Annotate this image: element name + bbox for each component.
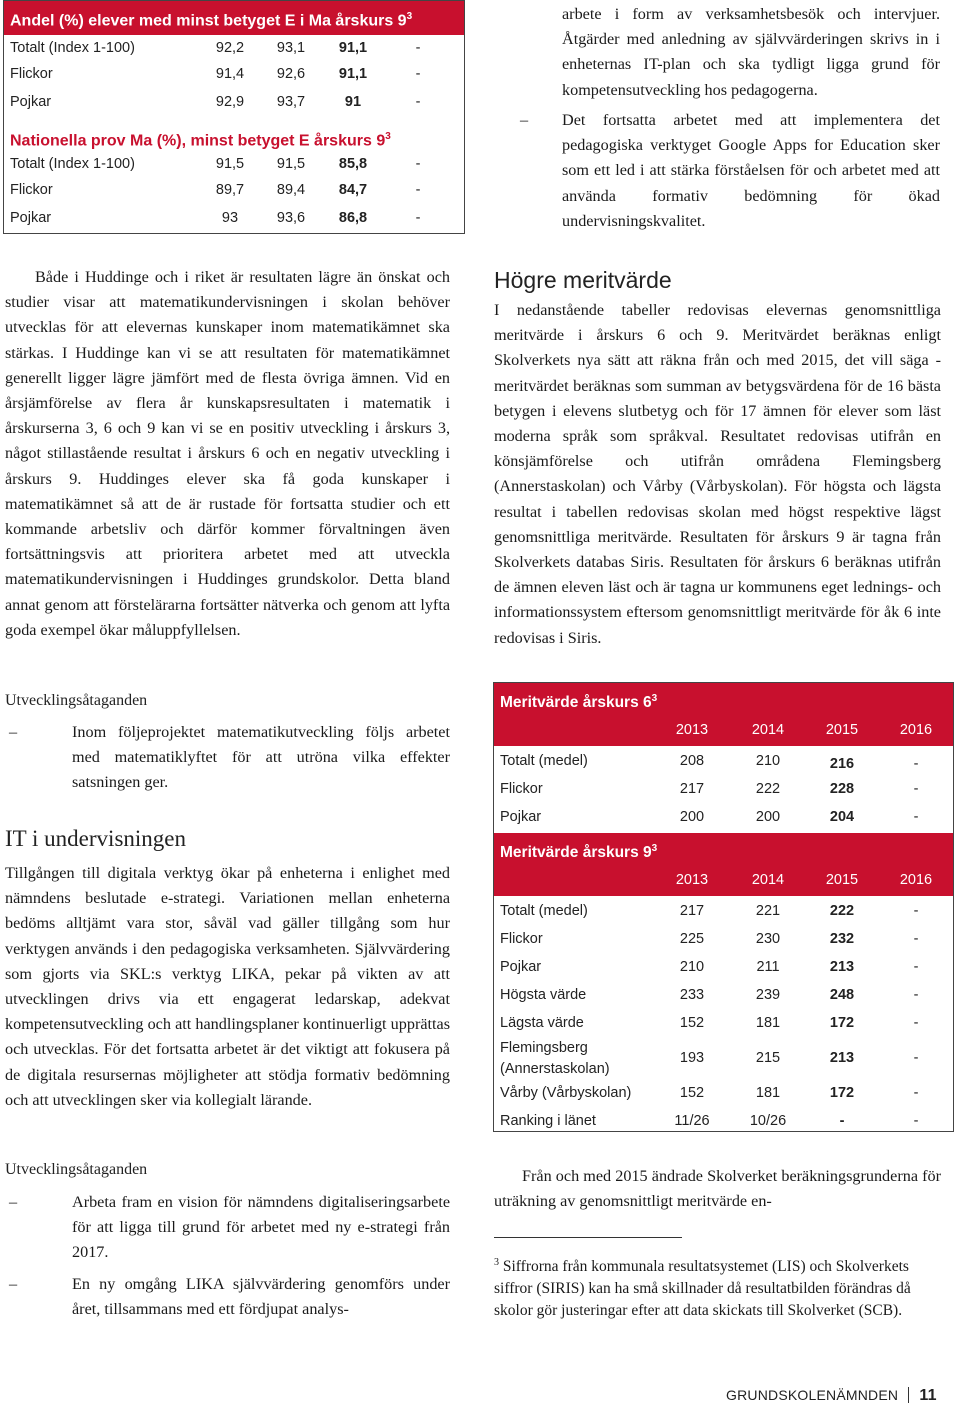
cell: 91,4 bbox=[215, 66, 245, 82]
cell: 225 bbox=[679, 931, 705, 947]
cell: 91,1 bbox=[338, 66, 368, 82]
cell: 11/26 bbox=[674, 1113, 710, 1129]
heading-text: Utvecklingsåtaganden bbox=[5, 692, 148, 709]
commitments-heading-2 bbox=[5, 1161, 147, 1179]
cell: 85,8 bbox=[338, 156, 368, 172]
cell: 92,6 bbox=[276, 66, 306, 82]
row-label: Pojkar bbox=[500, 809, 542, 825]
cell: 91 bbox=[344, 94, 362, 110]
cell: 93,1 bbox=[276, 40, 306, 56]
merit-paragraph bbox=[494, 298, 941, 651]
cell: 204 bbox=[829, 809, 855, 825]
table-row bbox=[494, 747, 953, 775]
row-label: Lägsta värde bbox=[500, 1015, 584, 1031]
row-label: Pojkar bbox=[10, 210, 52, 226]
cell: 217 bbox=[679, 781, 705, 797]
heading-text: IT i undervisningen bbox=[5, 826, 186, 851]
bullet-text: Det fortsatta arbetet med att implementera det pedagogiska verktyget Google Apps for Education sker som ett led i att stärka förståelsen för och arbetet med att använda formativ bedömning för ökad undervisningskvalitet. bbox=[562, 111, 940, 230]
cell: 215 bbox=[755, 1050, 781, 1066]
cell: - bbox=[913, 987, 919, 1003]
bullet-text: Inom följeprojektet matematikutveckling följs arbetet med matematiklyftet för att utröna vilka effekter satsningen ger. bbox=[72, 723, 450, 792]
page-footer bbox=[726, 1387, 937, 1405]
merit9-year-header bbox=[494, 865, 953, 896]
cell: - bbox=[913, 1015, 919, 1031]
cell: 91,5 bbox=[276, 156, 306, 172]
cell: 172 bbox=[829, 1015, 855, 1031]
year-header: 2016 bbox=[899, 722, 933, 738]
math-results-table bbox=[3, 0, 465, 234]
title-text: Meritvärde årskurs 9 bbox=[500, 844, 652, 862]
cell: 193 bbox=[679, 1050, 705, 1066]
dash-bullet: – bbox=[9, 1274, 18, 1293]
row-label: Flickor bbox=[500, 931, 543, 947]
left-bullet-1 bbox=[5, 720, 450, 796]
cell: 228 bbox=[829, 781, 855, 797]
cell: 210 bbox=[755, 753, 781, 769]
cell: 172 bbox=[829, 1085, 855, 1101]
heading-text: Högre meritvärde bbox=[494, 267, 672, 293]
table-row bbox=[494, 1037, 953, 1079]
math-table-title-text: Andel (%) elever med minst betyget E i Ma årskurs 9 bbox=[10, 12, 407, 30]
cell: 200 bbox=[679, 809, 705, 825]
left-bullet-2 bbox=[5, 1190, 450, 1322]
table-row bbox=[494, 775, 953, 803]
dash-bullet: – bbox=[520, 111, 529, 129]
table-row bbox=[4, 94, 464, 122]
merit6-year-header bbox=[494, 715, 953, 746]
dash-bullet: – bbox=[9, 1193, 18, 1211]
merit-table bbox=[493, 682, 954, 1132]
right-top-paragraph: arbete i form av verksamhetsbesök och intervjuer. Åtgärder med anledning av självvärderingen skrivs in i enheternas IT-plan och ska tydligt ligga grund för kompetensutveckling hos pedagogerna. bbox=[562, 5, 940, 99]
cell: 208 bbox=[679, 753, 705, 769]
cell: - bbox=[913, 781, 919, 797]
row-label: Pojkar bbox=[10, 94, 52, 110]
left-paragraph-2 bbox=[5, 861, 450, 1113]
footer-divider bbox=[908, 1387, 909, 1403]
cell: 181 bbox=[755, 1085, 781, 1101]
table-row bbox=[4, 156, 464, 182]
cell: - bbox=[415, 40, 421, 56]
cell: - bbox=[415, 66, 421, 82]
footnote-ref: 3 bbox=[385, 131, 391, 142]
bullet-text: Arbeta fram en vision för nämndens digitaliseringsarbete för att ligga till grund för arbetet med ny e-strategi från 2017. bbox=[72, 1193, 450, 1262]
cell: - bbox=[415, 182, 421, 198]
row-label: Totalt (Index 1-100) bbox=[10, 156, 135, 172]
row-label: Flemingsberg (Annerstaskolan) bbox=[500, 1040, 610, 1077]
row-label: Ranking i länet bbox=[500, 1113, 596, 1129]
row-label: Totalt (medel) bbox=[500, 903, 588, 919]
cell: 213 bbox=[829, 1050, 855, 1066]
year-header: 2014 bbox=[751, 722, 785, 738]
left-paragraph-1 bbox=[5, 265, 450, 643]
table-row bbox=[4, 66, 464, 92]
footnote-ref: 3 bbox=[651, 693, 658, 704]
cell: 239 bbox=[755, 987, 781, 1003]
cell: - bbox=[415, 210, 421, 226]
row-label: Pojkar bbox=[500, 959, 542, 975]
cell: - bbox=[913, 959, 919, 975]
table-row bbox=[494, 1107, 953, 1135]
cell: - bbox=[415, 94, 421, 110]
cell: 217 bbox=[679, 903, 705, 919]
footnote-separator bbox=[494, 1237, 682, 1238]
right-top-bullet bbox=[520, 108, 940, 234]
table-row bbox=[494, 897, 953, 925]
cell: - bbox=[913, 1050, 919, 1066]
it-section-heading bbox=[5, 826, 186, 852]
footnote-ref: 3 bbox=[406, 11, 413, 22]
footnote bbox=[494, 1252, 941, 1322]
commitments-heading-1 bbox=[5, 692, 147, 710]
cell: 232 bbox=[829, 931, 855, 947]
row-label: Högsta värde bbox=[500, 987, 587, 1003]
row-label: Vårby (Vårbyskolan) bbox=[500, 1085, 632, 1101]
paragraph-text: I nedanstående tabeller redovisas elevernas genomsnittliga meritvärde i årskurs 6 och 9. Meritvärdet beräknas enligt Skolverkets nya sätt att räkna från och med 2015, det vill säga - meritvärdet beräknas som summan av betygsvärdena för de 16 bästa betygen i elevens slutbetyg och för 17 ämnen för elever som läst moderna språk som språkval. Resultatet redovisas utifrån en könsjämförelse och utifrån områdena Flemingsberg (Annerstaskolan) och Vårby (Vårbyskolan). För högsta och lägsta resultat i tabellen redovisas skolan med högst respektive lägst genomsnittliga meritvärde. Resultaten för årskurs 9 är tagna från Skolverkets databas Siris. Resultaten för årskurs 6 beräknas utifrån de ämnen eleven läst och är tagna ur kommunens eget lednings- och informationssystem eftersom genomsnittligt meritvärde för åk 6 inte redovisas i Siris. bbox=[494, 301, 941, 647]
cell: 213 bbox=[829, 959, 855, 975]
cell: 181 bbox=[755, 1015, 781, 1031]
cell: 89,7 bbox=[215, 182, 245, 198]
cell: 93,7 bbox=[276, 94, 306, 110]
merit-heading bbox=[494, 267, 672, 294]
cell: 233 bbox=[679, 987, 705, 1003]
year-header: 2015 bbox=[825, 872, 859, 888]
cell: 89,4 bbox=[276, 182, 306, 198]
cell: 152 bbox=[679, 1085, 705, 1101]
cell: 221 bbox=[755, 903, 781, 919]
cell: 93 bbox=[221, 210, 239, 226]
row-label: Totalt (Index 1-100) bbox=[10, 40, 135, 56]
title-text: Meritvärde årskurs 6 bbox=[500, 694, 652, 712]
footer-section-name: GRUNDSKOLENÄMNDEN bbox=[726, 1387, 899, 1403]
cell: - bbox=[913, 903, 919, 919]
table-row bbox=[494, 803, 953, 831]
cell: - bbox=[913, 1085, 919, 1101]
cell: - bbox=[913, 809, 919, 825]
cell: 86,8 bbox=[338, 210, 368, 226]
merit6-title bbox=[494, 683, 953, 715]
table-row bbox=[4, 40, 464, 66]
cell: 84,7 bbox=[338, 182, 368, 198]
cell: - bbox=[839, 1113, 845, 1129]
row-label: Totalt (medel) bbox=[500, 753, 588, 769]
year-header: 2013 bbox=[675, 722, 709, 738]
table-row bbox=[494, 1009, 953, 1037]
table-row bbox=[4, 182, 464, 208]
table-row bbox=[494, 953, 953, 981]
dash-bullet: – bbox=[9, 723, 18, 741]
cell: 211 bbox=[756, 959, 780, 975]
year-header: 2016 bbox=[899, 872, 933, 888]
cell: 200 bbox=[755, 809, 781, 825]
table-row bbox=[4, 210, 464, 238]
footnote-number: 3 bbox=[494, 1257, 499, 1268]
cell: - bbox=[913, 1113, 919, 1129]
year-header: 2014 bbox=[751, 872, 785, 888]
table-row bbox=[494, 981, 953, 1009]
footnote-text: Siffrorna från kommunala resultatsystemet (LIS) och Skolverkets siffror (SIRIS) kan ha små skillnader då resultatbilden förändras då skolor gör justeringar efter att data skickats till Skolverket (SCB). bbox=[494, 1258, 911, 1320]
cell: 92,2 bbox=[215, 40, 245, 56]
heading-text: Utvecklingsåtaganden bbox=[5, 1161, 148, 1178]
cell: 92,9 bbox=[215, 94, 245, 110]
row-label: Flickor bbox=[500, 781, 543, 797]
footnote-ref: 3 bbox=[651, 843, 658, 854]
table-row bbox=[494, 925, 953, 953]
table-row bbox=[494, 1079, 953, 1107]
cell: 222 bbox=[829, 903, 855, 919]
cell: 210 bbox=[679, 959, 705, 975]
page-number: 11 bbox=[919, 1387, 937, 1404]
right-top-text bbox=[562, 2, 940, 103]
paragraph-text: Tillgången till digitala verktyg ökar på enheterna i enlighet med nämndens beslutade e-strategi. Variationen mellan enheterna bedöms alltjämt vara stor, såväl vad gäller tillgång som hur verktygen används i den pedagogiska verksamheten. Självvärdering som gjorts via SKL:s verktyg LIKA, pekar på vikten av att utvecklingen drivs via ett engagerat ledarskap, adekvat kompetensutveckling och att handlingsplaner kontinuerligt upprättas och utvecklas. För det fortsatta arbetet är det viktigt att fokusera på de digitala resursernas möjligheter att stödja formativ bedömning och att utvecklingen sker via kollegialt lärande. bbox=[5, 864, 450, 1109]
bullet-text: En ny omgång LIKA självvärdering genomförs under året, tillsammans med ett fördjupat analys- bbox=[72, 1274, 450, 1318]
cell: 152 bbox=[679, 1015, 705, 1031]
year-header: 2015 bbox=[825, 722, 859, 738]
cell: 222 bbox=[755, 781, 781, 797]
cell: 248 bbox=[829, 987, 855, 1003]
cell: - bbox=[913, 931, 919, 947]
paragraph-text: Både i Huddinge och i riket är resultaten lägre än önskat och studier visar att matematikundervisningen i skolan behöver utvecklas för att elevernas kunskaper inom matematikämnet ska stärkas. I Huddinge kan vi se att resultaten för matematikämnet generellt ligger lägre jämfört med de flesta övriga ämnen. Vid en årsjämförelse av flera år kunskapsresultaten i matematik i årskurserna 3, 6 och 9 kan vi se en positiv utveckling i årskurs 3, något stillastående resultat i årskurs 6 och en negativ utveckling i årskurs 9. Huddinges elever ska få goda kunskaper i matematikämnet så att de är rustade för fortsatta studier och ett kommande arbetsliv och därför kommer förvaltningen även fortsättningsvis att prioritera arbetet med att utveckla matematikundervisningen i Huddinges grundskolor. Detta bland annat genom att förstelärarna fortsätter nätverka och genom att lyfta goda exempel ökar måluppfyllelsen. bbox=[5, 268, 450, 639]
cell: - bbox=[415, 156, 421, 172]
cell: 93,6 bbox=[276, 210, 306, 226]
cell: 230 bbox=[755, 931, 781, 947]
national-test-subtitle bbox=[4, 122, 464, 154]
cell: 91,5 bbox=[215, 156, 245, 172]
merit9-title bbox=[494, 833, 953, 865]
cell: - bbox=[913, 756, 919, 772]
math-table-title bbox=[4, 1, 464, 35]
subtitle-text: Nationella prov Ma (%), minst betyget E årskurs 9 bbox=[10, 132, 386, 150]
cell: 91,1 bbox=[338, 40, 368, 56]
cell: 216 bbox=[829, 756, 855, 772]
row-label: Flickor bbox=[10, 182, 53, 198]
cell: 10/26 bbox=[749, 1113, 787, 1129]
row-label: Flickor bbox=[10, 66, 53, 82]
paragraph-text: Från och med 2015 ändrade Skolverket beräkningsgrunderna för uträkning av genomsnittligt meritvärde en- bbox=[494, 1167, 941, 1211]
merit-after-paragraph bbox=[494, 1164, 941, 1214]
year-header: 2013 bbox=[675, 872, 709, 888]
